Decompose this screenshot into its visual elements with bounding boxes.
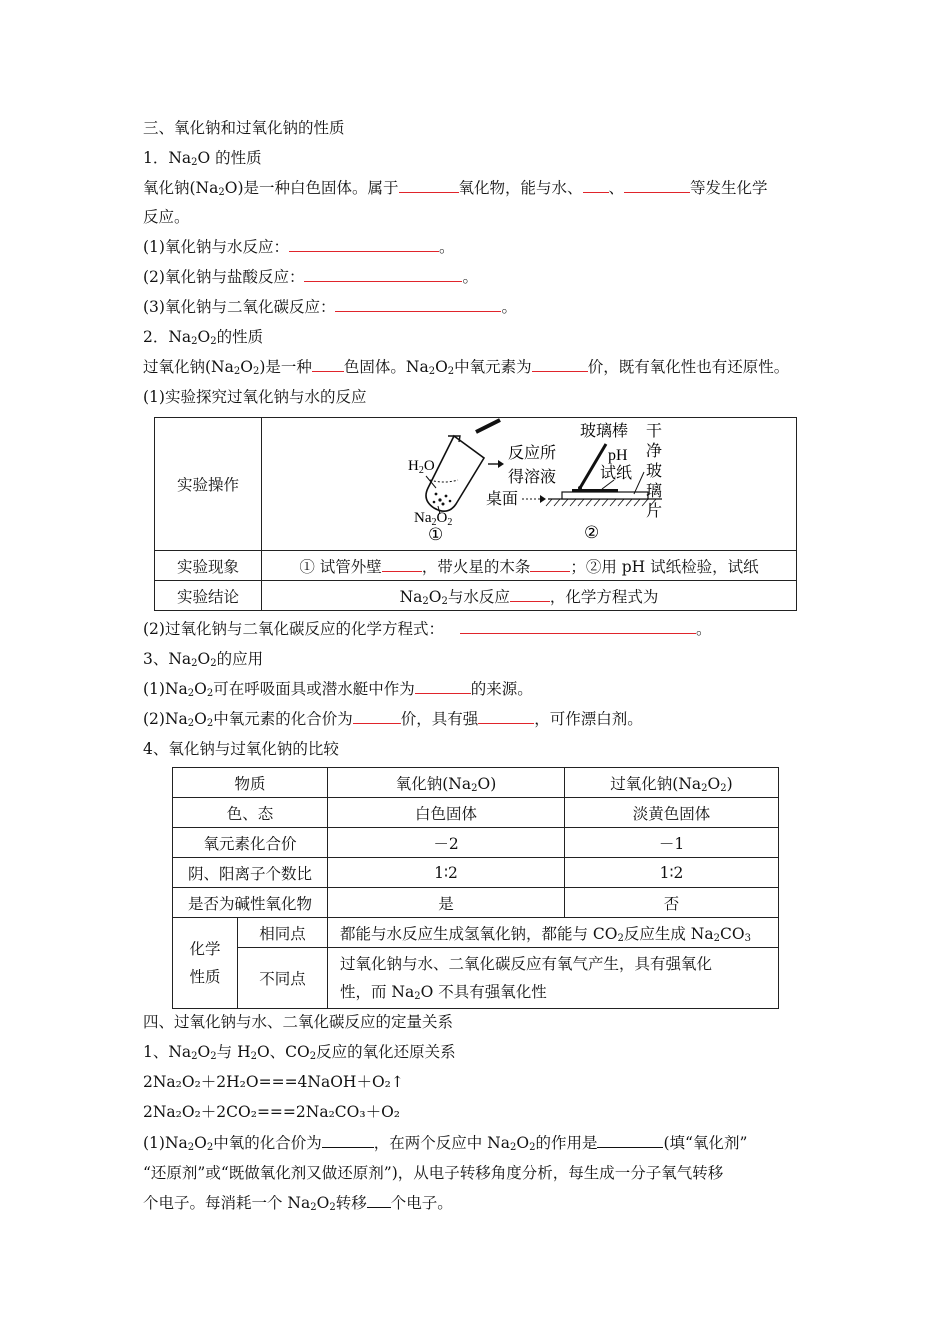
blank-water-eq[interactable] [289,237,439,252]
experiment-title: (1)实验探究过氧化钠与水的反应 [143,388,367,406]
blank-source[interactable] [415,679,471,694]
same-text: 都能与水反应生成氢氧化钠，都能与 $CO_2$反应生成 $Na_2CO_3$ [328,918,779,948]
question-line-2: “还原剂”或“既做氧化剂又做还原剂”)，从电子转移角度分析，每生成一分子氧气转移 [143,1164,724,1182]
blank-electrons[interactable] [367,1193,391,1208]
glass-label-5: 片 [646,501,663,520]
label-circle-1: ① [428,525,444,545]
conclusion-label: 实验结论 [155,581,262,611]
na2o2-label: $Na_2O_2$ [414,510,453,528]
blank-strong[interactable] [478,709,534,724]
phenomenon-label: 实验现象 [155,551,262,581]
blank-color[interactable] [312,357,344,372]
application-title: 3、$Na_2O_2$的应用 [143,650,264,669]
desk-label: 桌面 [486,489,519,508]
na2o-heading: 1．$Na_2O$ 的性质 [143,149,262,168]
reaction-water: (1)氧化钠与水反应： 。 [143,238,455,256]
ph-label: pH [608,447,628,464]
experiment-figure [262,418,796,550]
blank-conclusion[interactable] [510,587,550,602]
glass-label-3: 玻 [646,461,663,480]
same-label: 相同点 [238,918,328,948]
conclusion-cell: $Na_2O_2$与水反应 ，化学方程式为 [262,581,797,611]
blank-valence[interactable] [532,357,588,372]
row-na2o-value: 1∶2 [328,858,565,888]
header-item: 物质 [173,768,328,798]
phenomenon-cell: ① 试管外壁 ，带火星的木条 ；②用 pH 试纸检验，试纸 [262,551,797,581]
application-1: $(1)Na_2O_2$可在呼吸面具或潜水艇中作为 的来源。 [143,680,533,699]
question-line-3: 个电子。每消耗一个 $Na_2O_2$转移 个电子。 [143,1194,453,1213]
rod-label: 玻璃棒 [580,421,629,440]
application-2: $(2)Na_2O_2$中氧元素的化合价为 价，具有强 ，可作漂白剂。 [143,710,643,729]
row-label: 是否为碱性氧化物 [173,888,328,918]
glass-label-2: 净 [646,441,663,460]
row-na2o2-value: 1∶2 [565,858,779,888]
blank-oxide-type[interactable] [399,178,459,193]
na2o2-description: 过氧化钠$(Na_2O_2)$是一种 色固体。$Na_2O_2$中氧元素为 价，既有氧化性也有还原性。 [143,358,790,377]
experiment-figure-cell [262,418,797,551]
reaction-co2: (3)氧化钠与二氧化碳反应： 。 [143,298,517,316]
solution-label-2: 得溶液 [508,467,557,486]
row-na2o-value: －2 [328,828,565,858]
blank-splint[interactable] [530,557,570,572]
comparison-title: 4、氧化钠与过氧化钠的比较 [143,740,339,758]
experiment-table [154,417,797,611]
blank-oxygen-valence[interactable] [322,1133,374,1148]
co2-reaction: (2)过氧化钠与二氧化碳反应的化学方程式： 。 [143,620,712,638]
blank-hcl-eq[interactable] [304,267,462,282]
header-na2o: 氧化钠$(Na_2O)$ [328,768,565,798]
diff-label: 不同点 [238,948,328,1009]
blank-valence-2[interactable] [353,709,401,724]
chem-properties-label: 化学 性质 [173,918,238,1009]
equation-1: 2Na₂O₂＋2H₂O===4NaOH＋O₂↑ [143,1073,404,1091]
diff-text: 过氧化钠与水、二氧化碳反应有氧气产生，具有强氧化 性，而 $Na_2O$ 不具有强氧化性 [328,948,779,1009]
glass-label-1: 干 [646,421,663,440]
solution-label-1: 反应所 [508,443,557,462]
comparison-table [172,767,779,1009]
section4-title: 四、过氧化钠与水、二氧化碳反应的定量关系 [143,1013,454,1031]
blank-tube-wall[interactable] [382,557,422,572]
op-label: 实验操作 [155,418,262,551]
blank-reactant-1[interactable] [583,178,609,193]
row-label: 色、态 [173,798,328,828]
label-circle-2: ② [584,523,600,543]
reaction-hcl: (2)氧化钠与盐酸反应： 。 [143,268,478,286]
na2o-description-cont: 反应。 [143,208,190,226]
row-na2o-value: 白色固体 [328,798,565,828]
row-na2o2-value: 淡黄色固体 [565,798,779,828]
equation-2: 2Na₂O₂＋2CO₂===2Na₂CO₃＋O₂ [143,1103,400,1121]
header-na2o2: 过氧化钠$(Na_2O_2)$ [565,768,779,798]
blank-co2-equation[interactable] [460,619,696,634]
blank-reactant-2[interactable] [624,178,690,193]
row-label: 阴、阳离子个数比 [173,858,328,888]
na2o-description: 氧化钠$(Na_2O)$是一种白色固体。属于 氧化物，能与水、 、 等发生化学 [143,179,768,198]
blank-role[interactable] [597,1133,663,1148]
row-na2o2-value: －1 [565,828,779,858]
blank-co2-eq[interactable] [335,297,501,312]
section3-title: 三、氧化钠和过氧化钠的性质 [143,119,345,137]
row-na2o2-value: 否 [565,888,779,918]
glass-plate-icon [562,492,648,499]
question-line-1: $(1)Na_2O_2$中氧的化合价为 ，在两个反应中 $Na_2O_2$的作用是 (填“氧化剂” [143,1134,748,1153]
row-na2o-value: 是 [328,888,565,918]
section4-subtitle: 1、$Na_2O_2$与 $H_2O$、$CO_2$反应的氧化还原关系 [143,1043,456,1062]
h2o-label: $H_2O$ [408,458,435,476]
glass-label-4: 璃 [646,481,663,500]
na2o2-heading: 2．$Na_2O_2$的性质 [143,328,264,347]
row-label: 氧元素化合价 [173,828,328,858]
paper-label: 试纸 [600,463,633,482]
